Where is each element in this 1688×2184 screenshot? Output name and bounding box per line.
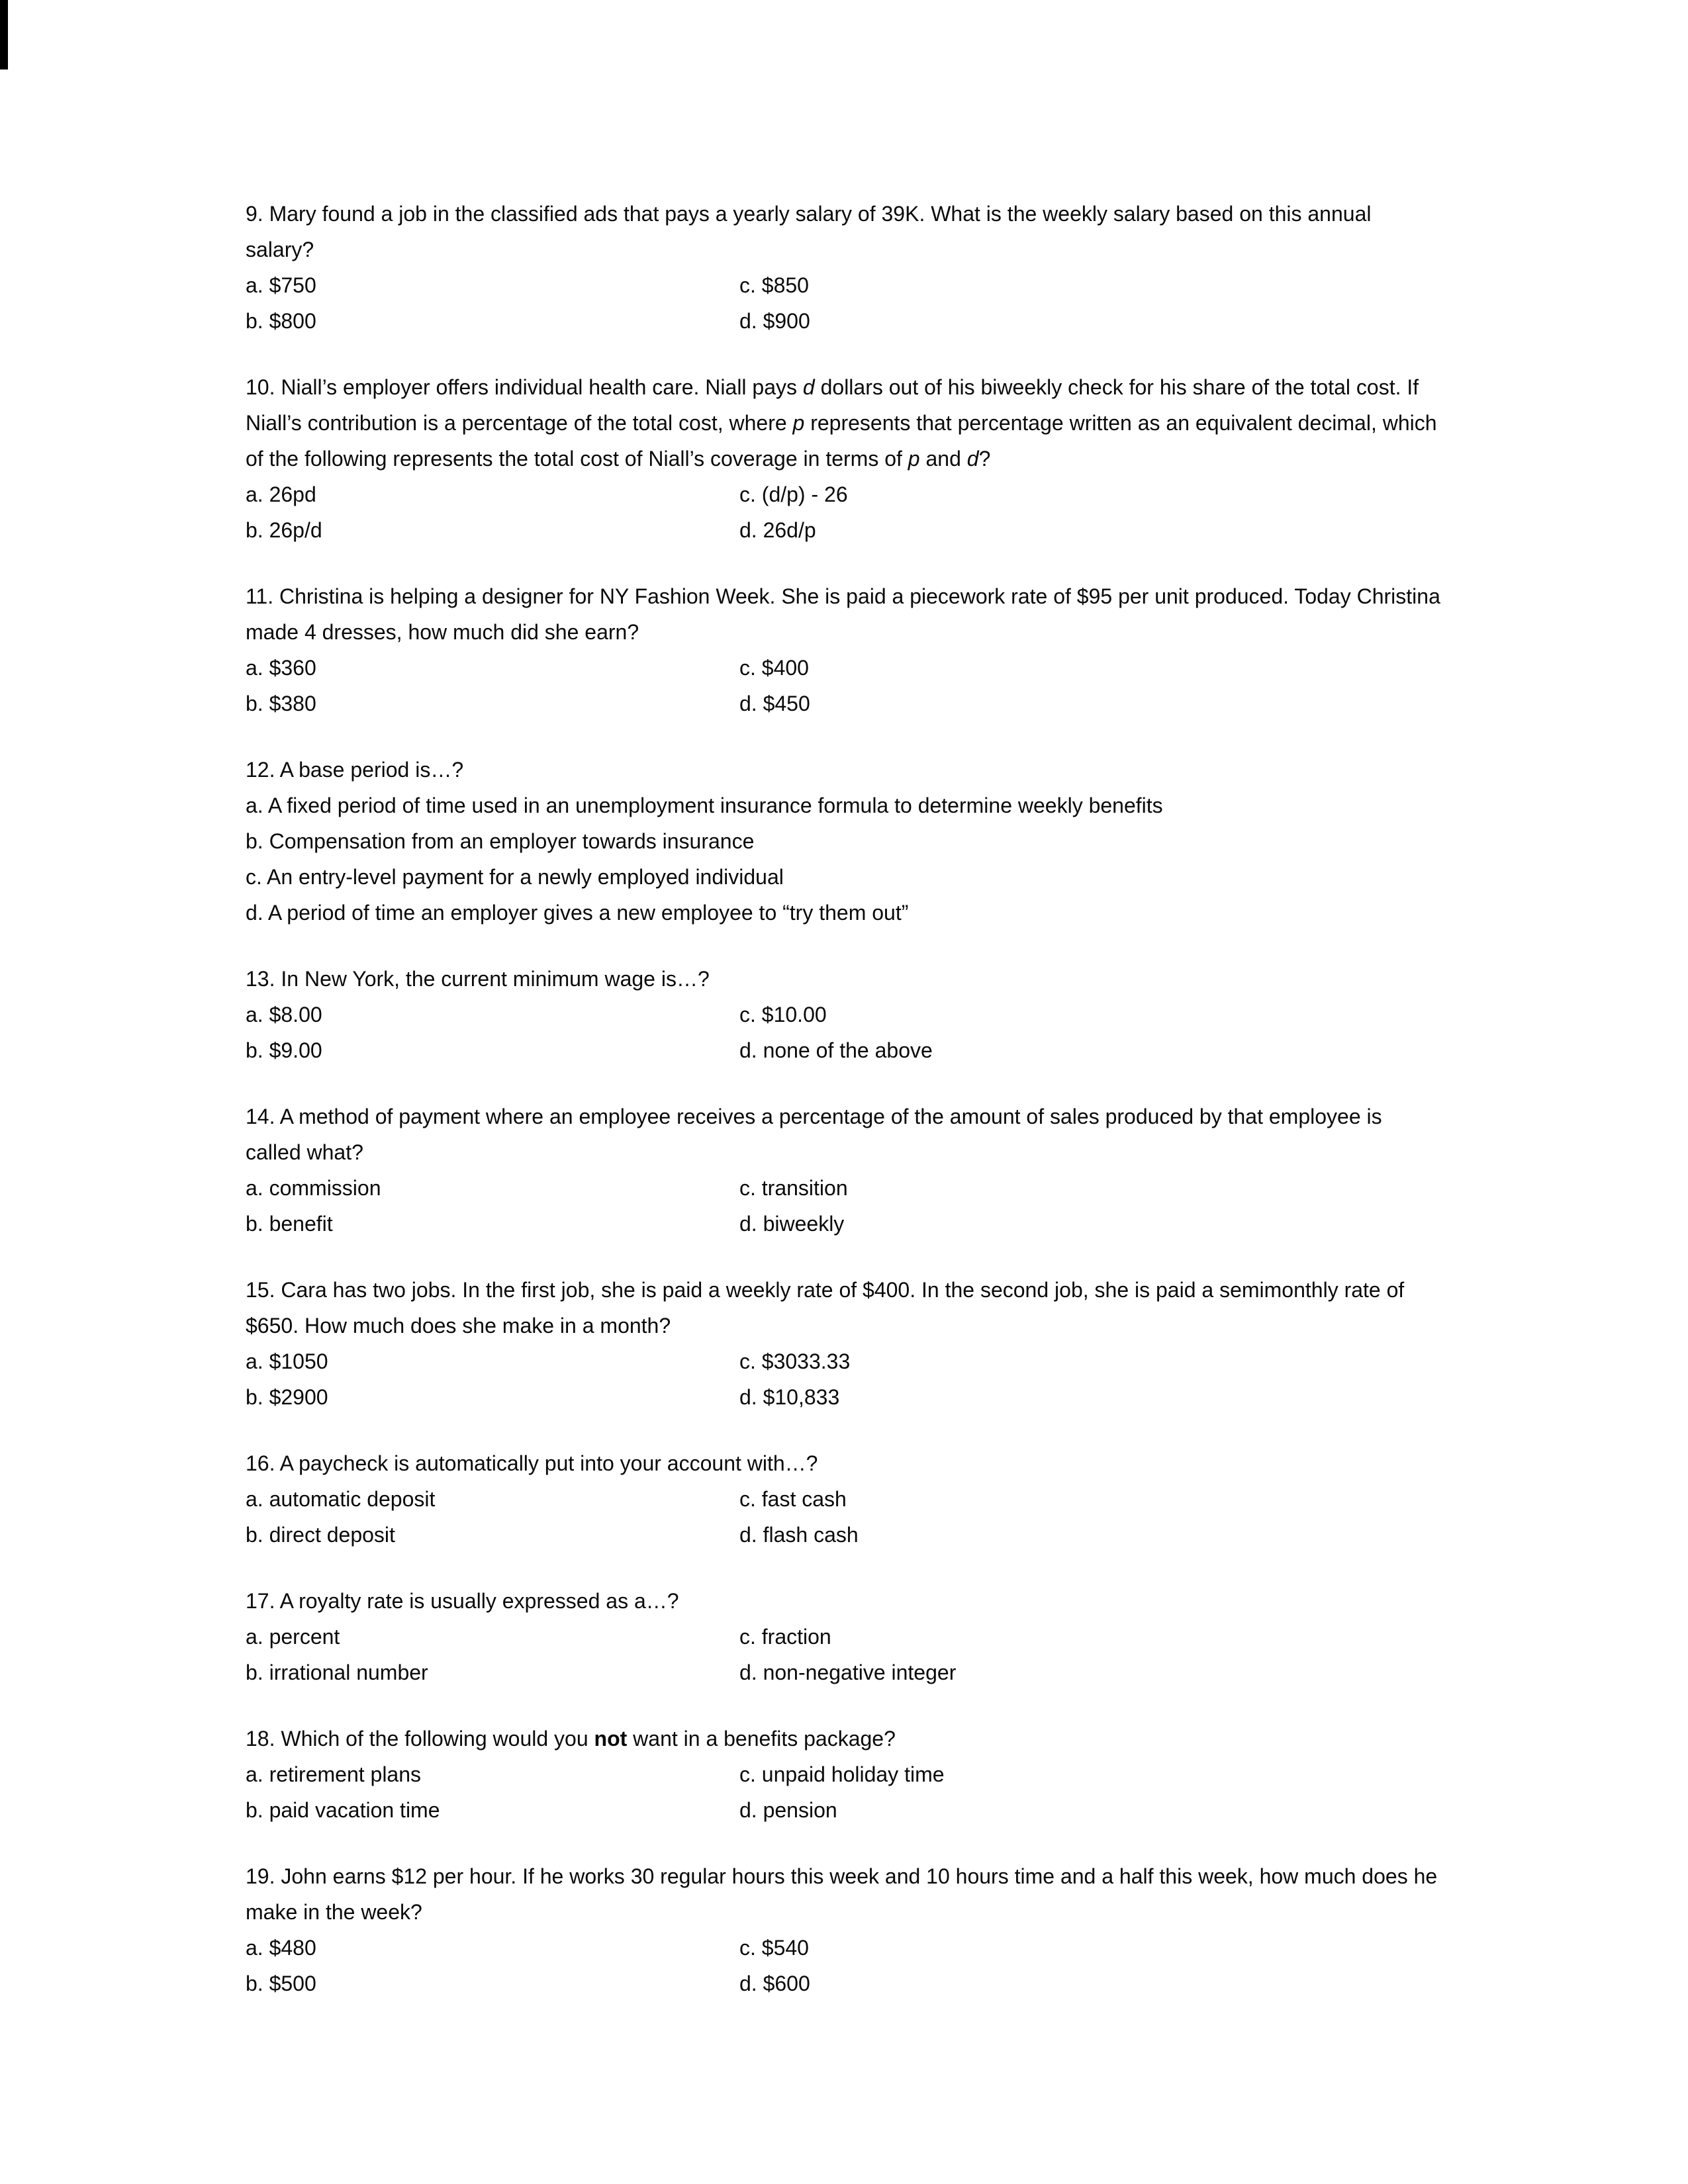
options-list	[246, 1756, 1442, 1828]
question-17	[246, 1583, 1442, 1690]
question-18	[246, 1721, 1442, 1828]
question-13	[246, 961, 1442, 1068]
options-list	[246, 997, 1442, 1068]
question-14	[246, 1099, 1442, 1242]
option-b: b. paid vacation time	[246, 1798, 440, 1822]
option-a: a. commission	[246, 1176, 381, 1200]
question-11	[246, 578, 1442, 721]
question-text	[246, 1445, 1442, 1481]
option-c: c. transition	[739, 1176, 848, 1200]
option-a: a. retirement plans	[246, 1762, 422, 1786]
option-b: b. $380	[246, 692, 316, 715]
text-segment: 19. John earns $12 per hour. If he works 30 regular hours this week and 10 hours time and a half this week, how much does he make in the week?	[246, 1864, 1438, 1924]
options-list	[246, 1481, 1442, 1553]
text-segment: 14. A method of payment where an employee receives a percentage of the amount of sales produced by that employee is called what?	[246, 1105, 1382, 1164]
text-segment: 12. A base period is…?	[246, 758, 464, 782]
option-b: b. Compensation from an employer towards insurance	[246, 829, 755, 853]
text-segment: d	[802, 375, 815, 399]
option-d: d. non-negative integer	[739, 1661, 957, 1684]
text-segment: 13. In New York, the current minimum wage is…?	[246, 967, 710, 991]
text-segment: want in a benefits package?	[627, 1727, 896, 1751]
text-segment: 18. Which of the following would you	[246, 1727, 594, 1751]
text-segment: 17. A royalty rate is usually expressed as a…?	[246, 1589, 679, 1613]
option-a: a. $480	[246, 1936, 316, 1960]
question-text	[246, 1583, 1442, 1619]
option-a: a. percent	[246, 1625, 340, 1649]
question-9	[246, 196, 1442, 339]
text-segment: 10. Niall’s employer offers individual health care. Niall pays	[246, 375, 803, 399]
text-segment: represents that percentage written as an equivalent decimal, which of the following represents the total cost of Niall’s coverage in terms of	[246, 411, 1437, 471]
question-text	[246, 578, 1442, 650]
question-15	[246, 1272, 1442, 1415]
text-segment: p	[792, 411, 805, 435]
text-segment: dollars out of his biweekly check for his share of the total cost. If Niall’s contribution is a percentage of the total cost, where	[246, 375, 1419, 435]
option-c: c. $3033.33	[739, 1349, 851, 1373]
options-list	[246, 477, 1442, 548]
text-segment: d	[966, 447, 979, 471]
options-list	[246, 1619, 1442, 1690]
option-c: c. $10.00	[739, 1003, 827, 1026]
option-b: b. $800	[246, 309, 316, 333]
options-list	[246, 650, 1442, 721]
option-c: c. $850	[739, 273, 809, 297]
option-a: a. $360	[246, 656, 316, 680]
question-text	[246, 961, 1442, 997]
option-d: d. none of the above	[739, 1038, 933, 1062]
question-10	[246, 369, 1442, 548]
question-19	[246, 1858, 1442, 2001]
option-b: b. benefit	[246, 1212, 333, 1236]
option-d: d. pension	[739, 1798, 837, 1822]
option-c: c. fast cash	[739, 1487, 847, 1511]
scan-edge-artifact	[0, 0, 8, 69]
question-12	[246, 752, 1442, 931]
option-b: b. 26p/d	[246, 518, 322, 542]
option-a: a. $8.00	[246, 1003, 322, 1026]
option-d: d. biweekly	[739, 1212, 845, 1236]
option-a: a. 26pd	[246, 482, 316, 506]
question-text	[246, 369, 1442, 477]
options-list	[246, 1930, 1442, 2001]
options-list	[246, 1170, 1442, 1242]
option-d: d. 26d/p	[739, 518, 816, 542]
text-segment: 9. Mary found a job in the classified ads that pays a yearly salary of 39K. What is the weekly salary based on this annual salary?	[246, 202, 1372, 261]
options-list	[246, 267, 1442, 339]
option-a: a. $1050	[246, 1349, 328, 1373]
question-text	[246, 196, 1442, 267]
question-text	[246, 752, 1442, 788]
options-list	[246, 1343, 1442, 1415]
text-segment: p	[908, 447, 920, 471]
question-text	[246, 1272, 1442, 1343]
option-d: d. A period of time an employer gives a new employee to “try them out”	[246, 901, 909, 925]
option-a: a. A fixed period of time used in an unemployment insurance formula to determine weekly benefits	[246, 794, 1163, 817]
option-c: c. fraction	[739, 1625, 831, 1649]
option-c: c. (d/p) - 26	[739, 482, 848, 506]
option-d: d. flash cash	[739, 1523, 859, 1547]
option-d: d. $450	[739, 692, 810, 715]
option-b: b. $500	[246, 1972, 316, 1995]
option-c: c. $540	[739, 1936, 809, 1960]
option-b: b. $9.00	[246, 1038, 322, 1062]
text-segment: 16. A paycheck is automatically put into your account with…?	[246, 1451, 818, 1475]
question-16	[246, 1445, 1442, 1553]
option-b: b. $2900	[246, 1385, 328, 1409]
option-a: a. $750	[246, 273, 316, 297]
options-list	[246, 788, 1442, 931]
question-text	[246, 1858, 1442, 1930]
option-c: c. An entry-level payment for a newly employed individual	[246, 865, 784, 889]
option-d: d. $600	[739, 1972, 810, 1995]
option-c: c. unpaid holiday time	[739, 1762, 945, 1786]
option-b: b. direct deposit	[246, 1523, 395, 1547]
text-segment: not	[594, 1727, 628, 1751]
text-segment: 11. Christina is helping a designer for NY Fashion Week. She is paid a piecework rate of $95 per unit produced. Today Christina made 4 dresses, how much did she earn?	[246, 584, 1440, 644]
option-b: b. irrational number	[246, 1661, 428, 1684]
text-segment: 15. Cara has two jobs. In the first job, she is paid a weekly rate of $400. In the second job, she is paid a semimonthly rate of $650. How much does she make in a month?	[246, 1278, 1405, 1338]
text-segment: ?	[978, 447, 991, 471]
question-text	[246, 1099, 1442, 1170]
option-d: d. $10,833	[739, 1385, 840, 1409]
option-d: d. $900	[739, 309, 810, 333]
text-segment: and	[919, 447, 967, 471]
question-text	[246, 1721, 1442, 1756]
option-a: a. automatic deposit	[246, 1487, 436, 1511]
option-c: c. $400	[739, 656, 809, 680]
